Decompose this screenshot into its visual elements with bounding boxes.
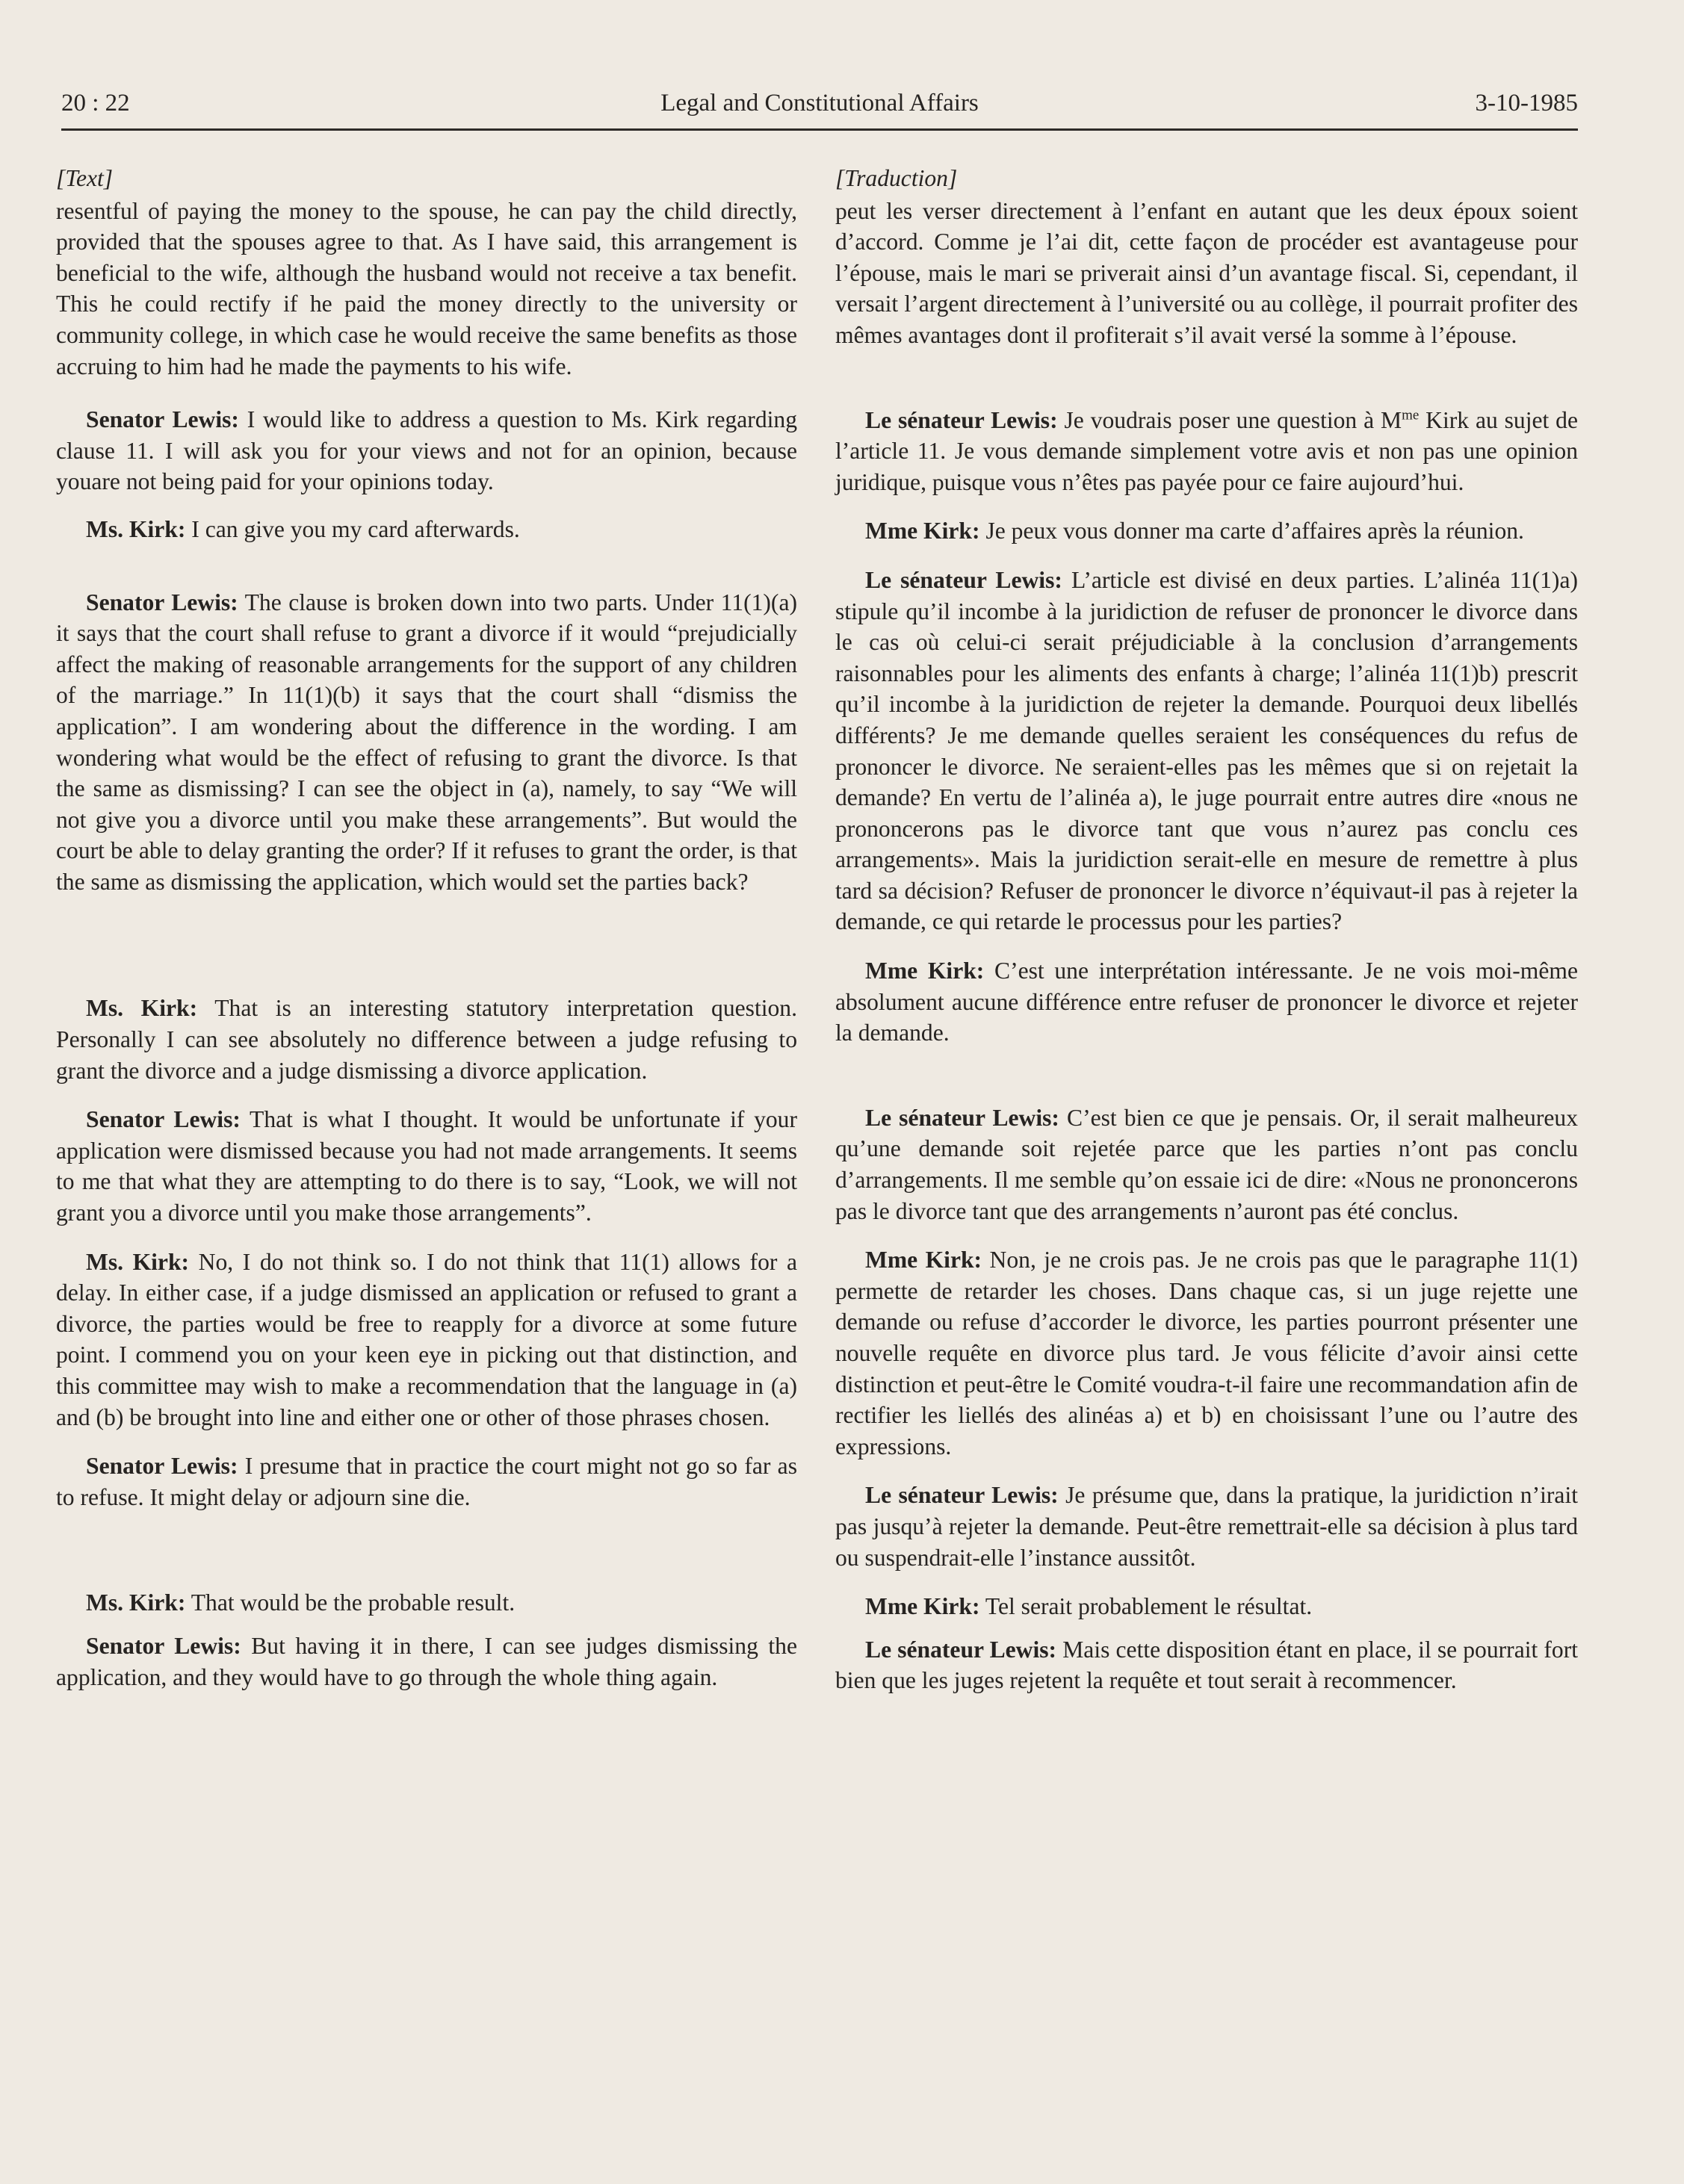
speaker-name: Senator Lewis: <box>86 1453 238 1480</box>
speaker-name: Le sénateur Lewis: <box>865 1636 1057 1663</box>
header-title: Legal and Constitutional Affairs <box>660 90 979 117</box>
speaker-name: Le sénateur Lewis: <box>865 1104 1059 1131</box>
running-header <box>61 84 1578 131</box>
paragraph: Le sénateur Lewis: L’article est divisé en deux parties. L’alinéa 11(1)a) stipule qu’il incombe à la juridiction de refuser de prononcer le divorce dans le cas où celui-ci serait préjudiciable à la conclusion d’arrangements raisonnables pour les aliments des enfants à charge; l’alinéa 11(1)b) prescrit qu’il incombe à la juridiction de rejeter la demande. Pourquoi deux libellés différents? Je me demande quelles seraient les conséquences du refus de prononcer le divorce. Ne seraient-elles pas les mêmes que si on rejetait la demande? En vertu de l’alinéa a), le juge pourrait entre autres dire «nous ne prononcerons pas le divorce tant que vous n’aurez pas conclu ces arrangements». Mais la juridiction serait-elle en mesure de remettre à plus tard sa décision? Refuser de prononcer le divorce n’équivaut-il pas à rejeter la demande, ce qui retarde le processus pour les parties? <box>835 566 1578 935</box>
paragraph: Mme Kirk: C’est une interprétation intéressante. Je ne vois moi-même absolument aucune différence entre refuser de prononcer le divorce et rejeter la demande. <box>835 958 1578 1046</box>
paragraph: peut les verser directement à l’enfant en autant que les deux époux soient d’accord. Comme je l’ai dit, cette façon de procéder est avantageuse pour l’épouse, mais le mari se priverait ainsi d’un avantage fiscal. Si, cependant, il versait l’argent directement à l’université ou au collège, il pourrait profiter des mêmes avantages dont il profiterait s’il avait versé la somme à l’épouse. <box>835 197 1578 348</box>
paragraph: Le sénateur Lewis: Je présume que, dans la pratique, la juridiction n’irait pas jusqu’à rejeter la demande. Peut-être remettrait-elle sa décision à plus tard ou suspendrait-elle l’instance aussitôt. <box>835 1482 1579 1571</box>
speaker-name: Ms. Kirk: <box>86 1248 190 1275</box>
paragraph: Mme Kirk: Non, je ne crois pas. Je ne crois pas que le paragraphe 11(1) permette de retarder les choses. Dans chaque cas, si un juge rejette une demande ou refuse d’accorder le divorce, les parties pourront présenter une nouvelle requête en divorce plus tard. Je vous félicite d’avoir ainsi cette distinction et peut-être le Comité voudra-t-il faire une recommandation afin de rectifier les liellés des alinéas a) et b) en choisissant l’une ou l’autre des expressions. <box>835 1247 1578 1459</box>
speaker-name: Senator Lewis: <box>86 1632 241 1659</box>
speaker-name: Senator Lewis: <box>86 1106 241 1133</box>
speaker-name: Le sénateur Lewis: <box>865 406 1058 433</box>
paragraph: Ms. Kirk: That is an interesting statutory interpretation question. Personally I can see absolutely no difference between a judge refusing to grant the divorce and a judge dismissing a divorce application. <box>56 995 797 1084</box>
header-date: 3-10-1985 <box>1475 90 1578 117</box>
column-label: [Text] <box>56 165 114 191</box>
column-label: [Traduction] <box>835 165 958 191</box>
paragraph: Mme Kirk: Je peux vous donner ma carte d’affaires après la réunion. <box>865 518 1524 545</box>
paragraph: Senator Lewis: That is what I thought. It would be unfortunate if your application were dismissed because you had not made arrangements. It seems to me that what they are attempting to do there is to say, “Look, we will not grant you a divorce until you make those arrangements”. <box>56 1106 797 1226</box>
speaker-name: Mme Kirk: <box>865 1593 980 1620</box>
paragraph: Ms. Kirk: I can give you my card afterwards. <box>86 515 520 542</box>
speaker-name: Ms. Kirk: <box>86 515 186 542</box>
paragraph: Ms. Kirk: That would be the probable result. <box>86 1589 516 1616</box>
english-column <box>56 163 797 1693</box>
paragraph: Senator Lewis: I presume that in practice the court might not go so far as to refuse. It might delay or adjourn sine die. <box>56 1453 797 1510</box>
paragraph: Senator Lewis: I would like to address a question to Ms. Kirk regarding clause 11. I will ask you for your views and not for an opinion, because youare not being paid for your opinions today. <box>56 406 797 495</box>
speaker-name: Senator Lewis: <box>86 406 239 433</box>
speaker-name: Mme Kirk: <box>865 958 985 984</box>
speaker-name: Mme Kirk: <box>865 1247 982 1274</box>
paragraph: resentful of paying the money to the spouse, he can pay the child directly, provided that the spouses agree to that. As I have said, this arrangement is beneficial to the wife, although the husband would not receive a tax benefit. This he could rectify if he paid the money directly to the university or community college, in which case he would receive the same benefits as those accruing to him had he made the payments to his wife. <box>56 197 797 379</box>
paragraph: Le sénateur Lewis: Je voudrais poser une question à $M^{me}$ Kirk au sujet de l’article 11. Je vous demande simplement votre avis et non pas une opinion juridique, puisque vous n’êtes pas payée pour ce faire aujourd’hui. <box>835 406 1579 495</box>
page-number: 20 : 22 <box>61 90 130 117</box>
paragraph: Ms. Kirk: No, I do not think so. I do not think that 11(1) allows for a delay. In either case, if a judge dismissed an application or refused to grant a divorce, the parties would be free to reapply for a divorce at some future point. I commend you on your keen eye in picking out that distinction, and this committee may wish to make a recommendation that the language in (a) and (b) be brought into line and either one or other of those phrases chosen. <box>56 1248 797 1430</box>
paragraph: Senator Lewis: But having it in there, I can see judges dismissing the application, and they would have to go through the whole thing again. <box>56 1632 797 1690</box>
speaker-name: Ms. Kirk: <box>86 1589 186 1616</box>
speaker-name: Le sénateur Lewis: <box>865 1482 1059 1509</box>
paragraph: Le sénateur Lewis: Mais cette disposition étant en place, il se pourrait fort bien que les juges rejetent la requête et tout serait à recommencer. <box>835 1636 1579 1694</box>
paragraph: Mme Kirk: Tel serait probablement le résultat. <box>865 1593 1313 1620</box>
speaker-name: Ms. Kirk: <box>86 995 198 1022</box>
speaker-name: Mme Kirk: <box>865 518 980 545</box>
speaker-name: Le sénateur Lewis: <box>865 566 1062 593</box>
paragraph: Le sénateur Lewis: C’est bien ce que je pensais. Or, il serait malheureux qu’une demande soit rejetée parce que les parties n’ont pas conclu d’arrangements. Il me semble qu’on essaie ici de dire: «Nous ne prononcerons pas le divorce tant que des arrangements n’auront pas été conclus. <box>835 1104 1578 1224</box>
speaker-name: Senator Lewis: <box>86 589 238 615</box>
paragraph: Senator Lewis: The clause is broken down into two parts. Under 11(1)(a) it says that the court shall refuse to grant a divorce if it would “prejudicially affect the making of reasonable arrangements for the support of any children of the marriage.” In 11(1)(b) it says that the court shall “dismiss the application”. I am wondering about the difference in the wording. I am wondering what would be the effect of refusing to grant the divorce. Is that the same as dismissing? I can see the object in (a), namely, to say “We will not give you a divorce until you make these arrangements”. But would the court be able to delay granting the order? If it refuses to grant the order, is that the same as dismissing the application, which would set the parties back? <box>56 589 797 895</box>
french-column <box>835 163 1578 1696</box>
